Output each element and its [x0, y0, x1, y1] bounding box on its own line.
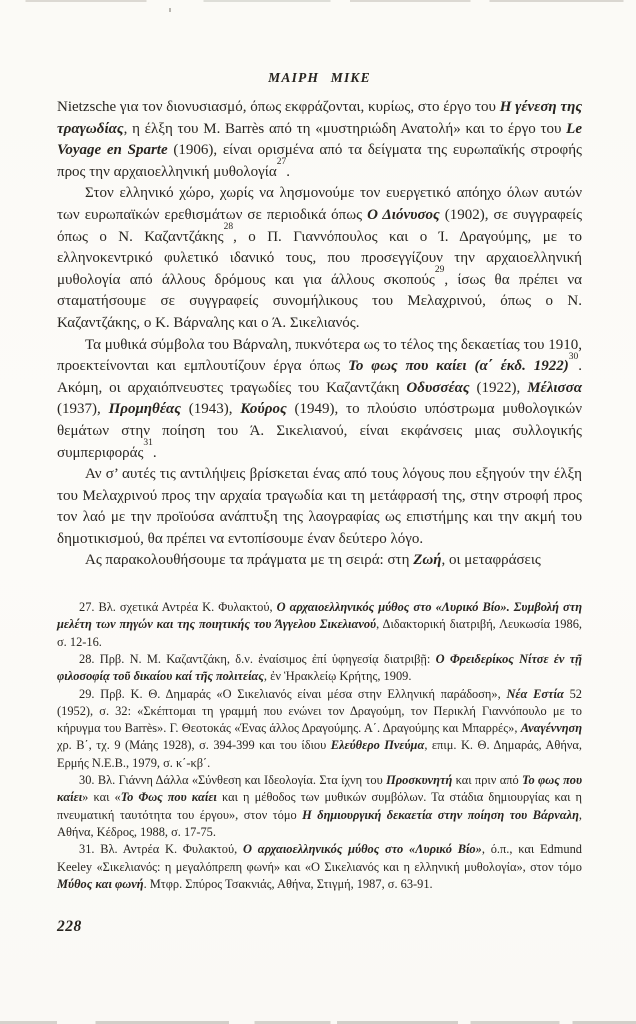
work-title-text: Ζωή [413, 552, 442, 569]
footnote-reference: 31 [143, 438, 153, 448]
work-title-text: Το φως που καίει (α΄ έκδ. 1922) [348, 358, 569, 375]
text-segment: Αν σ’ αυτές τις αντιλήψεις βρίσκεται ένας από τους λόγους που εξηγούν την έλξη του Μελαχρινού προς την αρχαία τραγωδία και τη μετάφρασή της, στην στροφή προς τον λαό με την προϊούσα ανάπτυξη της λαογραφίας ως επιστήμης και την ακμή του δημοτικισμού, θα πρέπει να εντοπίσουμε έναν δεύτερο λόγο. [57, 466, 582, 547]
footnote-reference: 29 [434, 265, 445, 276]
text-segment: (1943), [180, 401, 241, 418]
text-segment: (1937), [57, 401, 109, 418]
work-title-text: Μύθος και φωνή [57, 876, 144, 891]
work-title-text: Ο αρχαιοελληνικός μύθος στο «Λυρικό Βίο» [243, 842, 482, 857]
text-segment: , ἐν Ἡρακλείῳ Κρήτης, 1909. [263, 669, 412, 684]
work-title-text: Ο αρχαιοελληνικός μύθος στο «Λυρικό Βίο». Συμβολή στη μελέτη των πηγών και της ποιητικής του Άγγελου Σικελιανού [57, 600, 582, 632]
footnote-31 [57, 841, 582, 893]
text-segment: Στον ελληνικό χώρο, χωρίς να λησμονούμε τον ευεργετικό απόηχο όλων αυτών των ευρωπαϊκών ερεθισμάτων σε περιοδικά όπως [57, 185, 582, 223]
text-segment: (1922), [469, 379, 528, 396]
footnote-30 [57, 772, 582, 841]
text-segment: Τα μυθικά σύμβολα του Βάρναλη, πυκνότερα ως το τέλος της δεκαετίας του 1910, προεκτείνονται και εμπλουτίζουν έργα όπως [57, 336, 582, 375]
footnote-28 [57, 651, 582, 686]
body-paragraph-3 [57, 335, 582, 465]
text-segment: , ό.π., και Edmund Keeley «Σικελιανός: η μεγαλόπρεπη φωνή» και «Ο Σικελιανός και η ελληνική μυθολογία», στον τόμο [57, 842, 582, 874]
work-title-text: Ο Φρειδερίκος Νίτσε ἐν τῇ φιλοσοφίᾳ τοῦ δικαίου καί τῆς πολιτείας [57, 651, 582, 684]
text-segment: , Αθήνα, Κέδρος, 1988, σ. 17-75. [57, 807, 582, 839]
work-title-text: Προσκυνητή [386, 773, 453, 788]
footnote-reference: 30 [568, 351, 579, 362]
text-segment: 52 (1952), σ. 32: «Σκέπτομαι τη γραμμή που ενώνει τον Δραγούμη, τον Περικλή Γιαννόπουλο με το κήρυγμα του Barrès». Γ. Θεοτοκάς «Ένας άλλος Δραγούμης. Α΄. Δραγούμης και Μπαρρές», [57, 686, 582, 736]
text-segment: 27. Βλ. σχετικά Αντρέα Κ. Φυλακτού, [79, 600, 277, 615]
text-segment: χρ. Β΄, τχ. 9 (Μάης 1928), σ. 394-399 και του ίδιου [57, 738, 331, 753]
work-title-text: Προμηθέας [108, 401, 181, 418]
work-title-text: Ελεύθερο Πνεύμα [330, 738, 425, 753]
text-segment: 31. Βλ. Αντρέα Κ. Φυλακτού, [79, 842, 244, 857]
work-title-text: Αναγέννηση [520, 721, 582, 736]
body-text [57, 97, 582, 572]
work-title-text: Το φως που καίει [57, 773, 583, 805]
work-title-text: Le Voyage en Sparte [57, 120, 582, 159]
text-segment: (1902), σε συγγραφείς όπως ο Ν. Καζαντζάκης [57, 206, 583, 245]
work-title-text: Κούρος [240, 401, 287, 418]
text-segment: και πριν από [452, 773, 523, 788]
text-segment: , οι μεταφράσεις [441, 552, 541, 569]
text-segment: . Ακόμη, οι αρχαιόπνευστες τραγωδίες του Καζαντζάκη [57, 358, 582, 396]
work-title-text: Ο Διόνυσος [367, 206, 440, 223]
footnote-27 [57, 599, 582, 651]
text-segment: » και « [82, 790, 121, 805]
text-segment: και η μέθοδος των μυθικών συμβόλων. Τα στάδια δημιουργίας και η πνευματική ταυτότητα του έργου», στον τόμο [57, 790, 583, 822]
work-title-text: Η γένεση της τραγωδίας [57, 99, 583, 137]
text-segment: , ίσως θα πρέπει να σταματήσουμε σε συγγραφείς συνομήλικους του Μελαχρινού, όπως ο Ν. Καζαντζάκης, ο Κ. Βάρναλης και ο Ά. Σικελιανός. [57, 271, 582, 331]
text-segment: Ας παρακολουθήσουμε τα πράγματα με τη σειρά: στη [85, 552, 414, 569]
text-segment: Nietzsche για τον διονυσιασμό, όπως εκφράζονται, κυρίως, στο έργο του [57, 99, 500, 115]
work-title-text: Νέα Εστία [506, 686, 564, 701]
text-segment: 28. Πρβ. Ν. Μ. Καζαντζάκη, δ.ν. ἐναίσιμος ἐπί ὑφηγεσίᾳ διατριβῇ: [79, 651, 436, 666]
text-segment: , Διδακτορική διατριβή, Λευκωσία 1986, σ. 12-16. [57, 617, 582, 649]
scan-speck-artifact [169, 8, 171, 12]
text-segment: 29. Πρβ. Κ. Θ. Δημαράς «Ο Σικελιανός είναι μέσα στην Ελληνική παράδοση», [79, 686, 507, 701]
footnote-reference: 28 [223, 222, 234, 233]
footnotes-section [57, 599, 582, 893]
body-paragraph-1 [57, 97, 582, 183]
body-paragraph-2 [57, 183, 582, 334]
text-segment: . [152, 444, 157, 461]
text-segment: (1949), το πλούσιο υπόστρωμα μυθολογικών θεμάτων στην ποίηση του Ά. Σικελιανού, είναι εκφάνσεις μιας συλλογικής συμπεριφοράς [57, 401, 582, 461]
page-number: 228 [57, 918, 82, 936]
text-segment: . Μτφρ. Σπύρος Τσακνιάς, Αθήνα, Στιγμή, 1987, σ. 63-91. [143, 876, 433, 891]
scan-edge-top-artifact [0, 0, 636, 2]
text-segment: 30. Βλ. Γιάννη Δάλλα «Σύνθεση και Ιδεολογία. Στα ίχνη του [79, 773, 387, 788]
work-title-text: Το Φως που καίει [120, 790, 217, 805]
body-paragraph-5 [57, 550, 582, 572]
text-segment: , επιμ. Κ. Θ. Δημαράς, Αθήνα, Ερμής Ν.Ε.Β., 1979, σ. κ΄-κβ΄. [57, 738, 582, 770]
text-segment: (1906), είναι ορισμένα από τα δείγματα της ευρωπαϊκής στροφής προς την αρχαιοελληνική μυθολογία [57, 142, 582, 180]
footnote-29 [57, 686, 582, 772]
work-title-text: Οδυσσέας [406, 379, 470, 396]
text-segment: . [286, 163, 290, 180]
text-segment: , ο Π. Γιαννόπουλος και ο Ί. Δραγούμης, με το ελληνοκεντρικό φυλετικό ιδανικό τους, που προσεγγίζουν την αρχαιοελληνική μυθολογία από άλλους δρόμους και για άλλους σκοπούς [57, 228, 582, 288]
running-head: ΜΑΙΡΗ ΜΙΚΕ [268, 70, 371, 85]
text-segment: , η έλξη του M. Barrès από τη «μυστηριώδη Ανατολή» και το έργο του [123, 120, 567, 137]
work-title-text: Η δημιουργική δεκαετία στην ποίηση του Βάρναλη [302, 807, 579, 822]
footnote-reference: 27 [276, 157, 287, 168]
body-paragraph-4 [57, 464, 582, 550]
work-title-text: Μέλισσα [527, 379, 582, 396]
